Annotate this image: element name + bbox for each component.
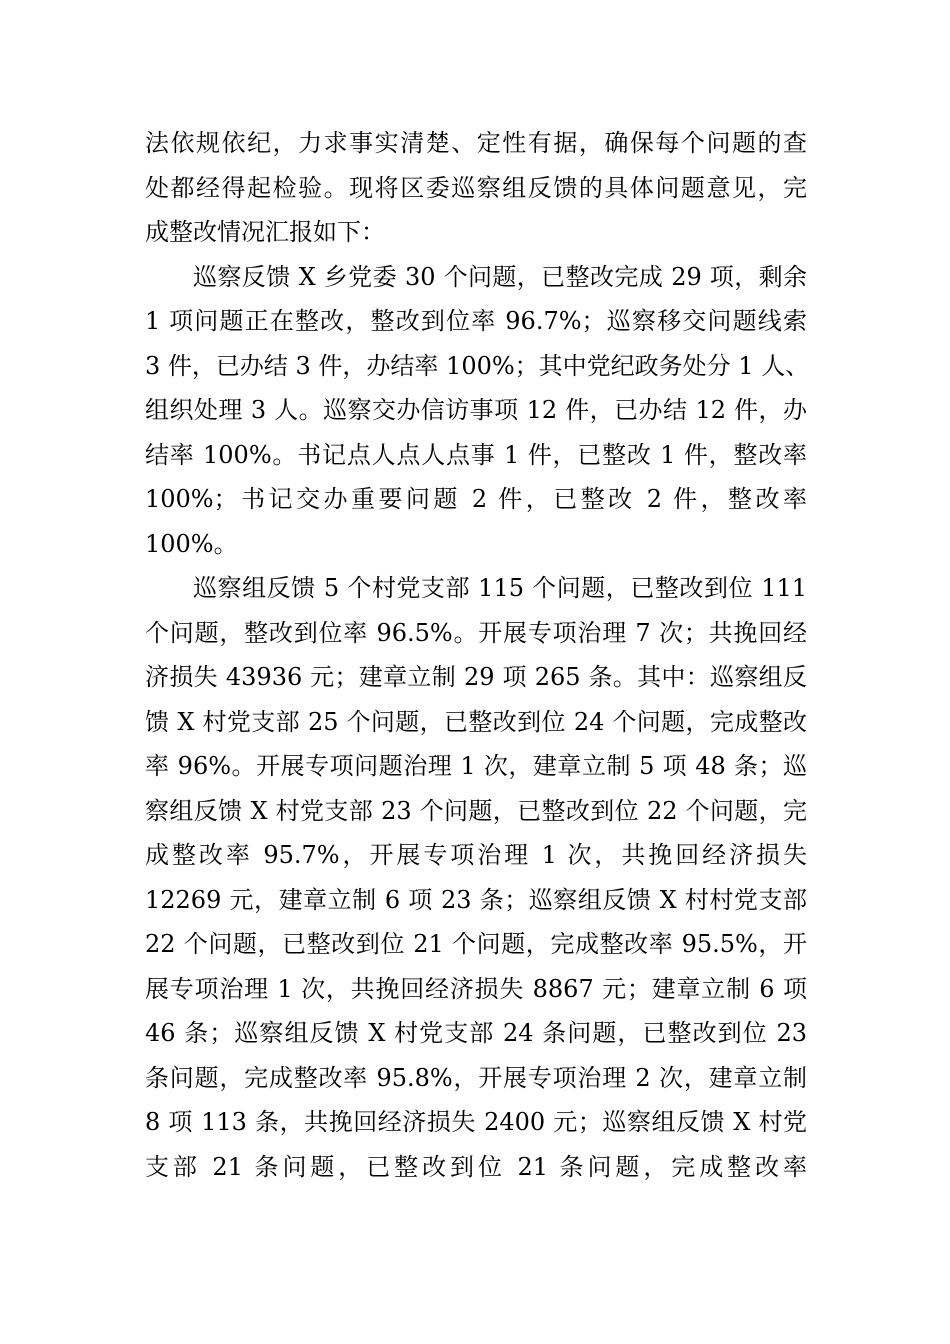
text-line: 100%；书记交办重要问题 2 件，已整改 2 件，整改率 [145, 485, 807, 513]
text-line: 100%。 [145, 529, 238, 558]
text-line: 结率 100%。书记点人点人点事 1 件，已整改 1 件，整改率 [145, 440, 807, 469]
text-line: 巡察组反馈 5 个村党支部 115 个问题，已整改到位 111 [193, 574, 807, 602]
document-body [145, 121, 810, 1189]
text-line: 处都经得起检验。现将区委巡察组反馈的具体问题意见，完 [145, 173, 807, 202]
text-line: 成整改率 95.7%，开展专项治理 1 次，共挽回经济损失 [145, 841, 807, 869]
text-line: 22 个问题，已整改到位 21 个问题，完成整改率 95.5%，开 [145, 930, 807, 958]
text-line: 率 96%。开展专项问题治理 1 次，建章立制 5 项 48 条；巡 [145, 752, 807, 780]
text-line: 法依规依纪，力求事实清楚、定性有据，确保每个问题的查 [145, 129, 807, 157]
text-line: 46 条；巡察组反馈 X 村党支部 24 条问题，已整改到位 23 [145, 1019, 807, 1047]
text-line: 8 项 113 条，共挽回经济损失 2400 元；巡察组反馈 X 村党 [145, 1108, 807, 1136]
text-line: 察组反馈 X 村党支部 23 个问题，已整改到位 22 个问题，完 [145, 796, 807, 825]
text-line: 馈 X 村党支部 25 个问题，已整改到位 24 个问题，完成整改 [145, 707, 807, 736]
text-line: 3 件，已办结 3 件，办结率 100%；其中党纪政务处分 1 人、 [145, 351, 810, 380]
text-line: 个问题，整改到位率 96.5%。开展专项治理 7 次；共挽回经 [145, 618, 807, 647]
text-line: 展专项治理 1 次，共挽回经济损失 8867 元；建章立制 6 项 [145, 974, 807, 1003]
text-line: 成整改情况汇报如下： [145, 218, 385, 246]
text-line: 组织处理 3 人。巡察交办信访事项 12 件，已办结 12 件，办 [145, 396, 807, 424]
text-line: 12269 元，建章立制 6 项 23 条；巡察组反馈 X 村村党支部 [145, 885, 807, 914]
text-line: 支部 21 条问题，已整改到位 21 条问题，完成整改率 [145, 1152, 807, 1181]
text-line: 济损失 43936 元；建章立制 29 项 265 条。其中：巡察组反 [145, 663, 807, 691]
text-line: 1 项问题正在整改，整改到位率 96.7%；巡察移交问题线索 [145, 307, 807, 335]
text-line: 条问题，完成整改率 95.8%，开展专项治理 2 次，建章立制 [145, 1063, 807, 1092]
text-line: 巡察反馈 X 乡党委 30 个问题，已整改完成 29 项，剩余 [193, 262, 807, 291]
